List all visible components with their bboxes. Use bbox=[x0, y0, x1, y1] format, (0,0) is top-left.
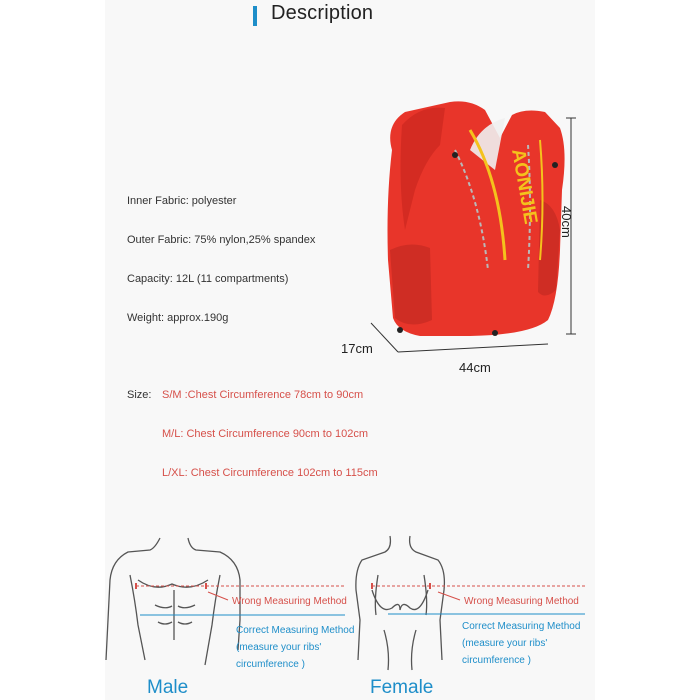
size-item-sm: S/M :Chest Circumference 78cm to 90cm bbox=[162, 389, 364, 401]
vest-brand-text: AONIJIE bbox=[507, 147, 541, 226]
female-correct-note-2: circumference ) bbox=[462, 655, 531, 666]
dimension-width: 44cm bbox=[459, 360, 491, 375]
female-label: Female bbox=[370, 677, 434, 698]
male-wrong-label: Wrong Measuring Method bbox=[232, 596, 347, 607]
page-title: Description bbox=[271, 2, 374, 24]
spec-weight: Weight: approx.190g bbox=[127, 312, 229, 324]
male-label: Male bbox=[147, 677, 189, 698]
size-item-ml: M/L: Chest Circumference 90cm to 102cm bbox=[162, 428, 369, 440]
male-correct-note: (measure your ribs' bbox=[236, 642, 322, 653]
male-correct-note-2: circumference ) bbox=[236, 659, 305, 670]
female-correct-note: (measure your ribs' bbox=[462, 638, 548, 649]
dimension-depth: 17cm bbox=[341, 341, 373, 356]
size-item-lxl: L/XL: Chest Circumference 102cm to 115cm bbox=[162, 467, 378, 479]
female-wrong-label: Wrong Measuring Method bbox=[464, 596, 579, 607]
spec-inner-fabric: Inner Fabric: polyester bbox=[127, 195, 237, 207]
size-label: Size: bbox=[127, 389, 152, 401]
male-torso-figure bbox=[106, 538, 240, 665]
female-torso-figure bbox=[356, 536, 445, 670]
dimension-height: 40cm bbox=[559, 206, 574, 238]
male-correct-label: Correct Measuring Method bbox=[236, 625, 355, 636]
spec-capacity: Capacity: 12L (11 compartments) bbox=[127, 273, 289, 285]
female-correct-label: Correct Measuring Method bbox=[462, 621, 581, 632]
spec-outer-fabric: Outer Fabric: 75% nylon,25% spandex bbox=[127, 234, 316, 246]
